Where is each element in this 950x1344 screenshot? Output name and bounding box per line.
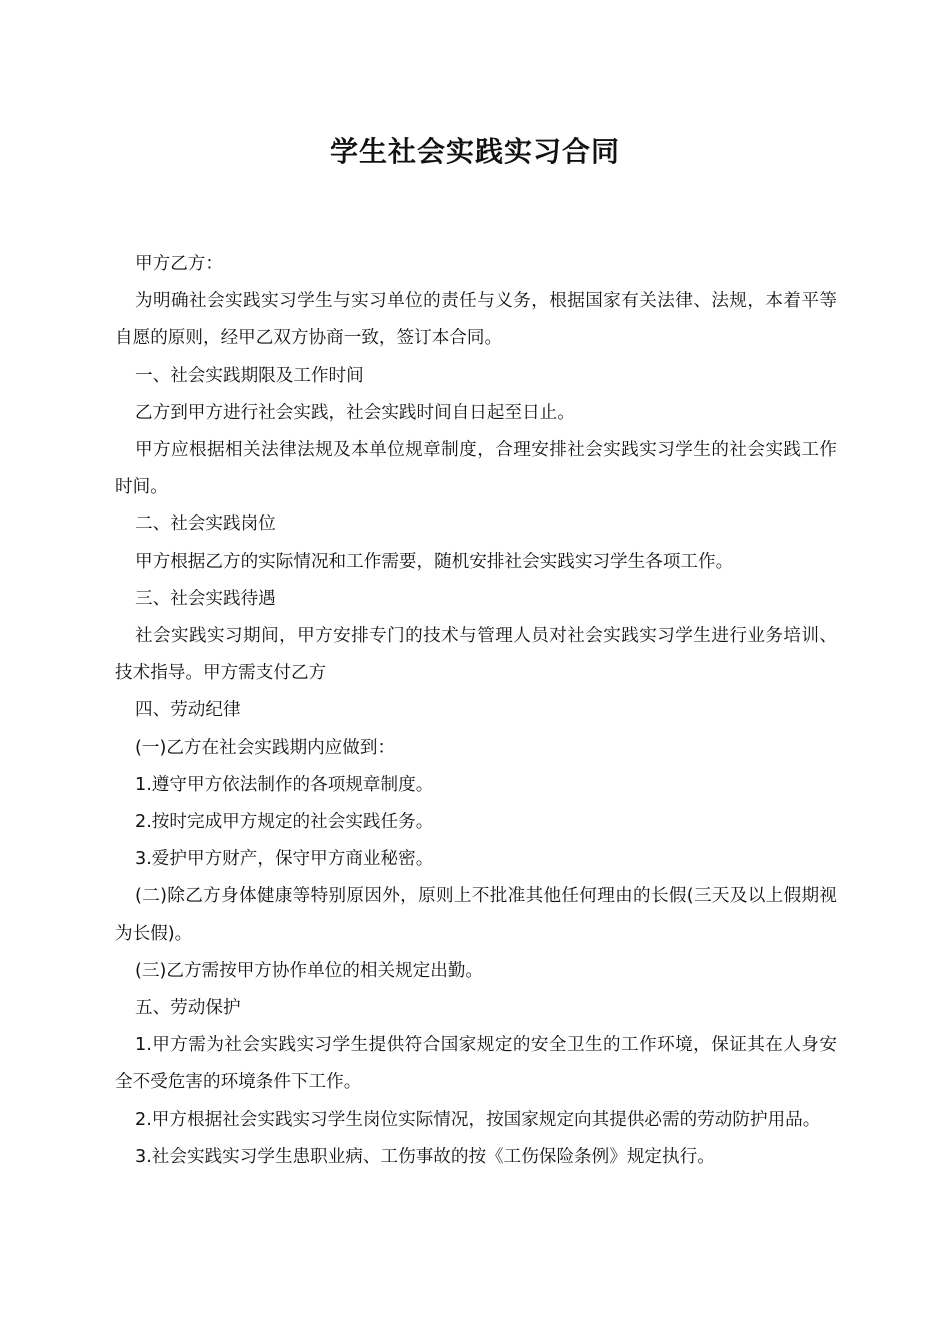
- list-item: 2.甲方根据社会实践实习学生岗位实际情况，按国家规定向其提供必需的劳动防护用品。: [135, 1109, 821, 1130]
- sub-clause: (三)乙方需按甲方协作单位的相关规定出勤。: [135, 960, 484, 981]
- section-heading-2: 二、社会实践岗位: [135, 514, 276, 535]
- section-heading-5: 五、劳动保护: [135, 998, 241, 1019]
- document-title: 学生社会实践实习合同: [329, 135, 620, 168]
- list-item: 3.爱护甲方财产，保守甲方商业秘密。: [135, 849, 434, 870]
- section-heading-1: 一、社会实践期限及工作时间: [135, 365, 364, 386]
- paragraph: 甲方应根据相关法律法规及本单位规章制度，合理安排社会实践实习学生的社会实践工作时间。: [115, 440, 837, 498]
- parties-line: 甲方乙方：: [135, 254, 223, 274]
- sub-clause: (一)乙方在社会实践期内应做到：: [135, 737, 396, 758]
- document-body: [115, 246, 837, 1176]
- section-heading-4: 四、劳动纪律: [135, 700, 241, 721]
- list-item: 2.按时完成甲方规定的社会实践任务。: [135, 812, 434, 833]
- paragraph: 社会实践实习期间，甲方安排专门的技术与管理人员对社会实践实习学生进行业务培训、技术指导。甲方需支付乙方: [115, 626, 837, 684]
- paragraph: 乙方到甲方进行社会实践，社会实践时间自日起至日止。: [135, 402, 575, 423]
- preamble-paragraph: 为明确社会实践实习学生与实习单位的责任与义务，根据国家有关法律、法规，本着平等自愿的原则，经甲乙双方协商一致，签订本合同。: [115, 291, 837, 349]
- paragraph: 甲方根据乙方的实际情况和工作需要，随机安排社会实践实习学生各项工作。: [135, 551, 734, 572]
- list-item: 3.社会实践实习学生患职业病、工伤事故的按《工伤保险条例》规定执行。: [135, 1146, 715, 1167]
- list-item: 1.甲方需为社会实践实习学生提供符合国家规定的安全卫生的工作环境，保证其在人身安全不受危害的环境条件下工作。: [115, 1035, 837, 1093]
- list-item: 1.遵守甲方依法制作的各项规章制度。: [135, 774, 434, 795]
- sub-clause: (二)除乙方身体健康等特别原因外，原则上不批准其他任何理由的长假(三天及以上假期视为长假)。: [115, 886, 837, 944]
- section-heading-3: 三、社会实践待遇: [135, 588, 276, 609]
